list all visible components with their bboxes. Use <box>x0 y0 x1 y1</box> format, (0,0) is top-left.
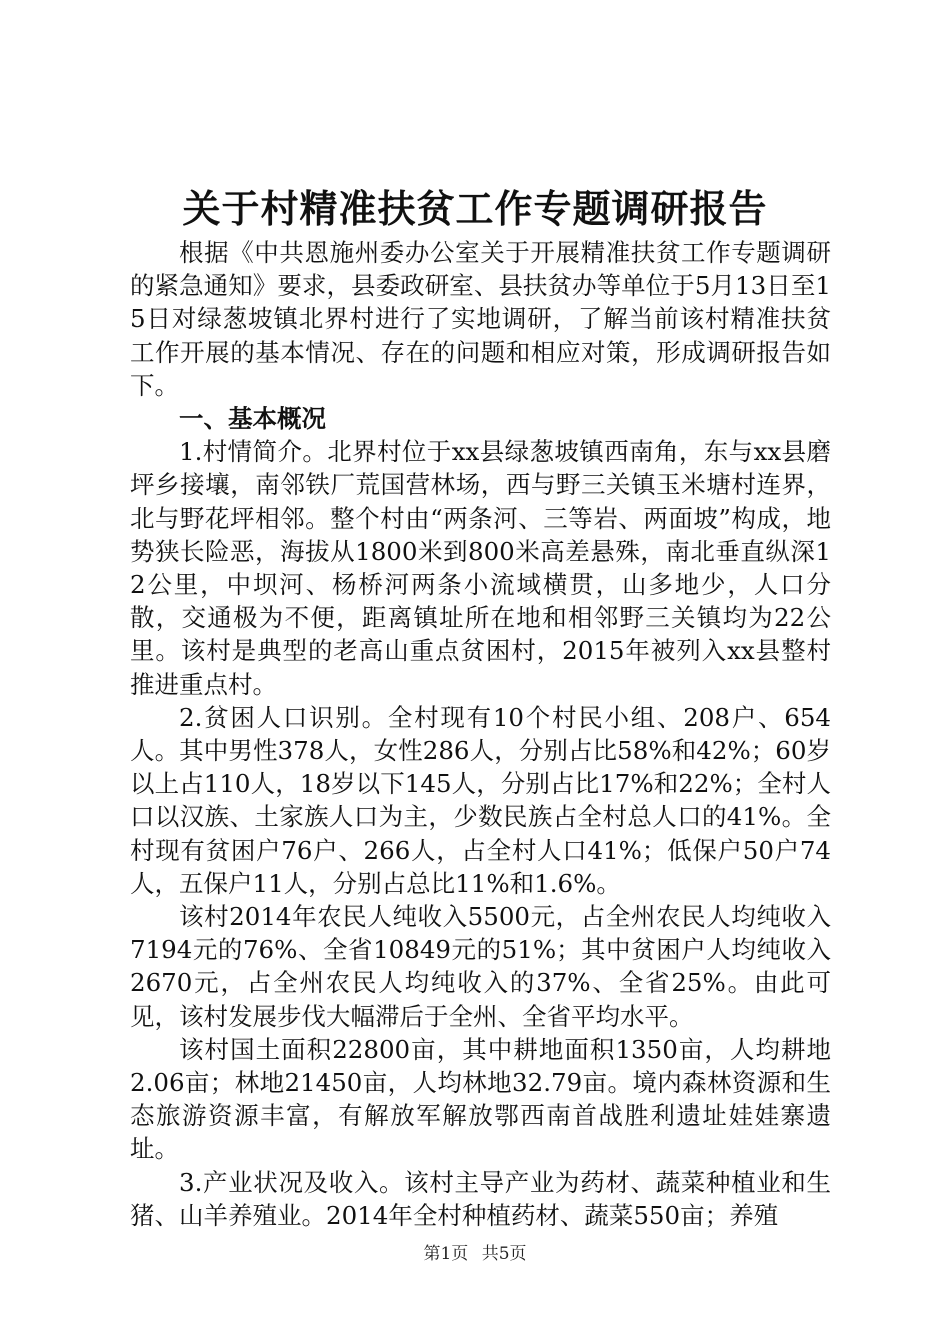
document-title: 关于村精准扶贫工作专题调研报告 <box>182 187 768 231</box>
section-heading: 一、基本概况 <box>179 404 326 434</box>
page-total: 共5页 <box>481 1244 527 1264</box>
income-paragraph: 该村2014年农民人纯收入5500元，占全州农民人均纯收入7194元的76%、全省10849元的51%；其中贫困户人均纯收入2670元，占全州农民人均纯收入的37%、全省25%。由此可见，该村发展步伐大幅滞后于全州、全省平均水平。 <box>130 902 831 1031</box>
page-number: 第1页 <box>423 1244 469 1264</box>
industry-paragraph: 3.产业状况及收入。该村主导产业为药材、蔬菜种植业和生猪、山羊养殖业。2014年全村种植药材、蔬菜550亩；养殖 <box>130 1167 831 1230</box>
land-paragraph: 该村国土面积22800亩，其中耕地面积1350亩，人均耕地2.06亩；林地21450亩，人均林地32.79亩。境内森林资源和生态旅游资源丰富，有解放军解放鄂西南首战胜利遗址娃娃寨遗址。 <box>130 1034 831 1164</box>
page-footer <box>0 1242 950 1266</box>
document-body <box>130 236 831 1232</box>
village-profile-paragraph: 1.村情简介。北界村位于xx县绿葱坡镇西南角，东与xx县磨坪乡接壤，南邻铁厂荒国营林场，西与野三关镇玉米塘村连界，北与野花坪相邻。整个村由“两条河、三等岩、两面坡”构成，地势狭长险恶，海拔从1800米到800米高差悬殊，南北垂直纵深12公里，中坝河、杨桥河两条小流域横贯，山多地少，人口分散，交通极为不便，距离镇址所在地和相邻野三关镇均为22公里。该村是典型的老高山重点贫困村，2015年被列入xx县整村推进重点村。 <box>130 437 831 699</box>
poverty-identification-paragraph: 2.贫困人口识别。全村现有10个村民小组、208户、654人。其中男性378人，女性286人，分别占比58%和42%；60岁以上占110人，18岁以下145人，分别占比17%和22%；全村人口以汉族、土家族人口为主，少数民族占全村总人口的41%。全村现有贫困户76户、266人，占全村人口41%；低保户50户74人，五保户11人，分别占总比11%和1.6%。 <box>130 702 831 898</box>
intro-paragraph: 根据《中共恩施州委办公室关于开展精准扶贫工作专题调研的紧急通知》要求，县委政研室、县扶贫办等单位于5月13日至15日对绿葱坡镇北界村进行了实地调研，了解当前该村精准扶贫工作开展的基本情况、存在的问题和相应对策，形成调研报告如下。 <box>130 238 831 400</box>
